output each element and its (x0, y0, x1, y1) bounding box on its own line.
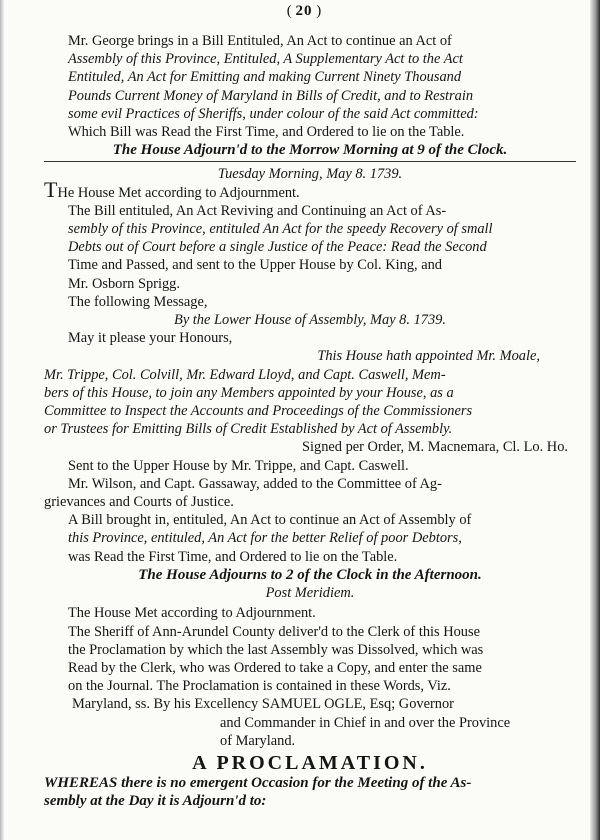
text-line: Entituled, An Act for Emitting and making Current Ninety Thousand (68, 69, 462, 86)
text-line: Debts out of Court before a single Justice of the Peace: Read the Second (68, 239, 487, 256)
paragraph-wilson (44, 475, 576, 511)
paragraph-sheriff (44, 623, 576, 696)
day-heading: Tuesday Morning, May 8. 1739. (217, 166, 403, 183)
text-line: Maryland, ss. By his Excellency SAMUEL OGLE, Esq; Governor (72, 696, 454, 713)
text-line: Mr. Osborn Sprigg. (68, 275, 180, 292)
text-line: was Read the First Time, and Ordered to lie on the Table. (68, 548, 398, 565)
text-line: this Province, entituled, An Act for the better Relief of poor Debtors, (68, 530, 462, 547)
text-line: The Bill entituled, An Act Reviving and Continuing an Act of As- (68, 202, 447, 219)
sent-upper-house: Sent to the Upper House by Mr. Trippe, and Capt. Caswell. (68, 457, 409, 474)
salutation: May it please your Honours, (68, 330, 233, 347)
message-byline: By the Lower House of Assembly, May 8. 1739. (174, 312, 446, 329)
message-body (44, 347, 576, 438)
text-line: Time and Passed, and sent to the Upper House by Col. King, and (68, 257, 442, 274)
text-line: bers of this House, to join any Members appointed by your House, as a (44, 384, 454, 401)
proclamation-title: A PROCLAMATION. (192, 751, 428, 774)
adjournment-notice: The House Adjourn'd to the Morrow Morning at 9 of the Clock. (112, 142, 508, 159)
text-line: sembly of this Province, entituled An Act for the speedy Recovery of small (68, 221, 493, 238)
text-line: Assembly of this Province, Entituled, A Supplementary Act to the Act (68, 51, 463, 68)
text-line: Read by the Clerk, who was Ordered to take a Copy, and enter the same (68, 659, 482, 676)
text-line: sembly at the Day it is Adjourn'd to: (44, 793, 267, 810)
text-line: Mr. George brings in a Bill Entituled, An Act to continue an Act of (68, 33, 452, 49)
page-edge-left (0, 0, 4, 840)
governor-heading (44, 695, 576, 750)
page-number-header (266, 0, 342, 22)
section-divider (44, 161, 576, 162)
house-met-afternoon: The House Met according to Adjournment. (68, 605, 316, 622)
text-line: or Trustees for Emitting Bills of Credit Established by Act of Assembly. (44, 421, 453, 438)
post-meridiem-heading: Post Meridiem. (265, 585, 355, 602)
text-line: Which Bill was Read the First Time, and Ordered to lie on the Table. (68, 124, 465, 141)
paragraph-bill-george (44, 32, 576, 141)
text-line: on the Journal. The Proclamation is contained in these Words, Viz. (68, 678, 451, 695)
adjournment-afternoon: The House Adjourns to 2 of the Clock in the Afternoon. (138, 566, 482, 583)
text-line: Mr. Trippe, Col. Colvill, Mr. Edward Lloyd, and Capt. Caswell, Mem- (44, 366, 446, 383)
document-body (44, 32, 576, 810)
page-number: 20 (295, 3, 313, 19)
paragraph-bill-debtors (44, 511, 576, 566)
text-line: He House Met according to Adjournment. (57, 184, 300, 201)
text-line: grievances and Courts of Justice. (44, 494, 234, 511)
page-edge-shadow (590, 0, 600, 840)
text-line: WHEREAS there is no emergent Occasion for the Meeting of the As- (44, 774, 472, 791)
message-intro: The following Message, (68, 293, 208, 310)
text-line: The Sheriff of Ann-Arundel County deliver'd to the Clerk of this House (68, 623, 480, 640)
paragraph-whereas (44, 774, 576, 810)
text-line: Mr. Wilson, and Capt. Gassaway, added to the Committee of Ag- (68, 475, 442, 492)
text-line: of Maryland. (220, 732, 296, 749)
signature-line: Signed per Order, M. Macnemara, Cl. Lo. Ho. (302, 439, 568, 456)
text-line: some evil Practices of Sheriffs, under colour of the said Act committed: (68, 105, 479, 122)
bracket-close: ) (316, 3, 322, 19)
drop-cap: T (44, 176, 58, 202)
text-line: Committee to Inspect the Accounts and Proceedings of the Commissioners (44, 403, 473, 420)
text-line: A Bill brought in, entituled, An Act to continue an Act of Assembly of (68, 512, 472, 529)
text-line: This House hath appointed Mr. Moale, (317, 348, 540, 365)
bracket-open: ( (286, 3, 292, 19)
paragraph-bill-reviving (44, 202, 576, 293)
text-line: the Proclamation by which the last Assembly was Dissolved, which was (68, 641, 484, 658)
house-met-line (44, 176, 576, 202)
text-line: and Commander in Chief in and over the Province (220, 714, 511, 731)
text-line: Pounds Current Money of Maryland in Bills of Credit, and to Restrain (68, 87, 474, 104)
